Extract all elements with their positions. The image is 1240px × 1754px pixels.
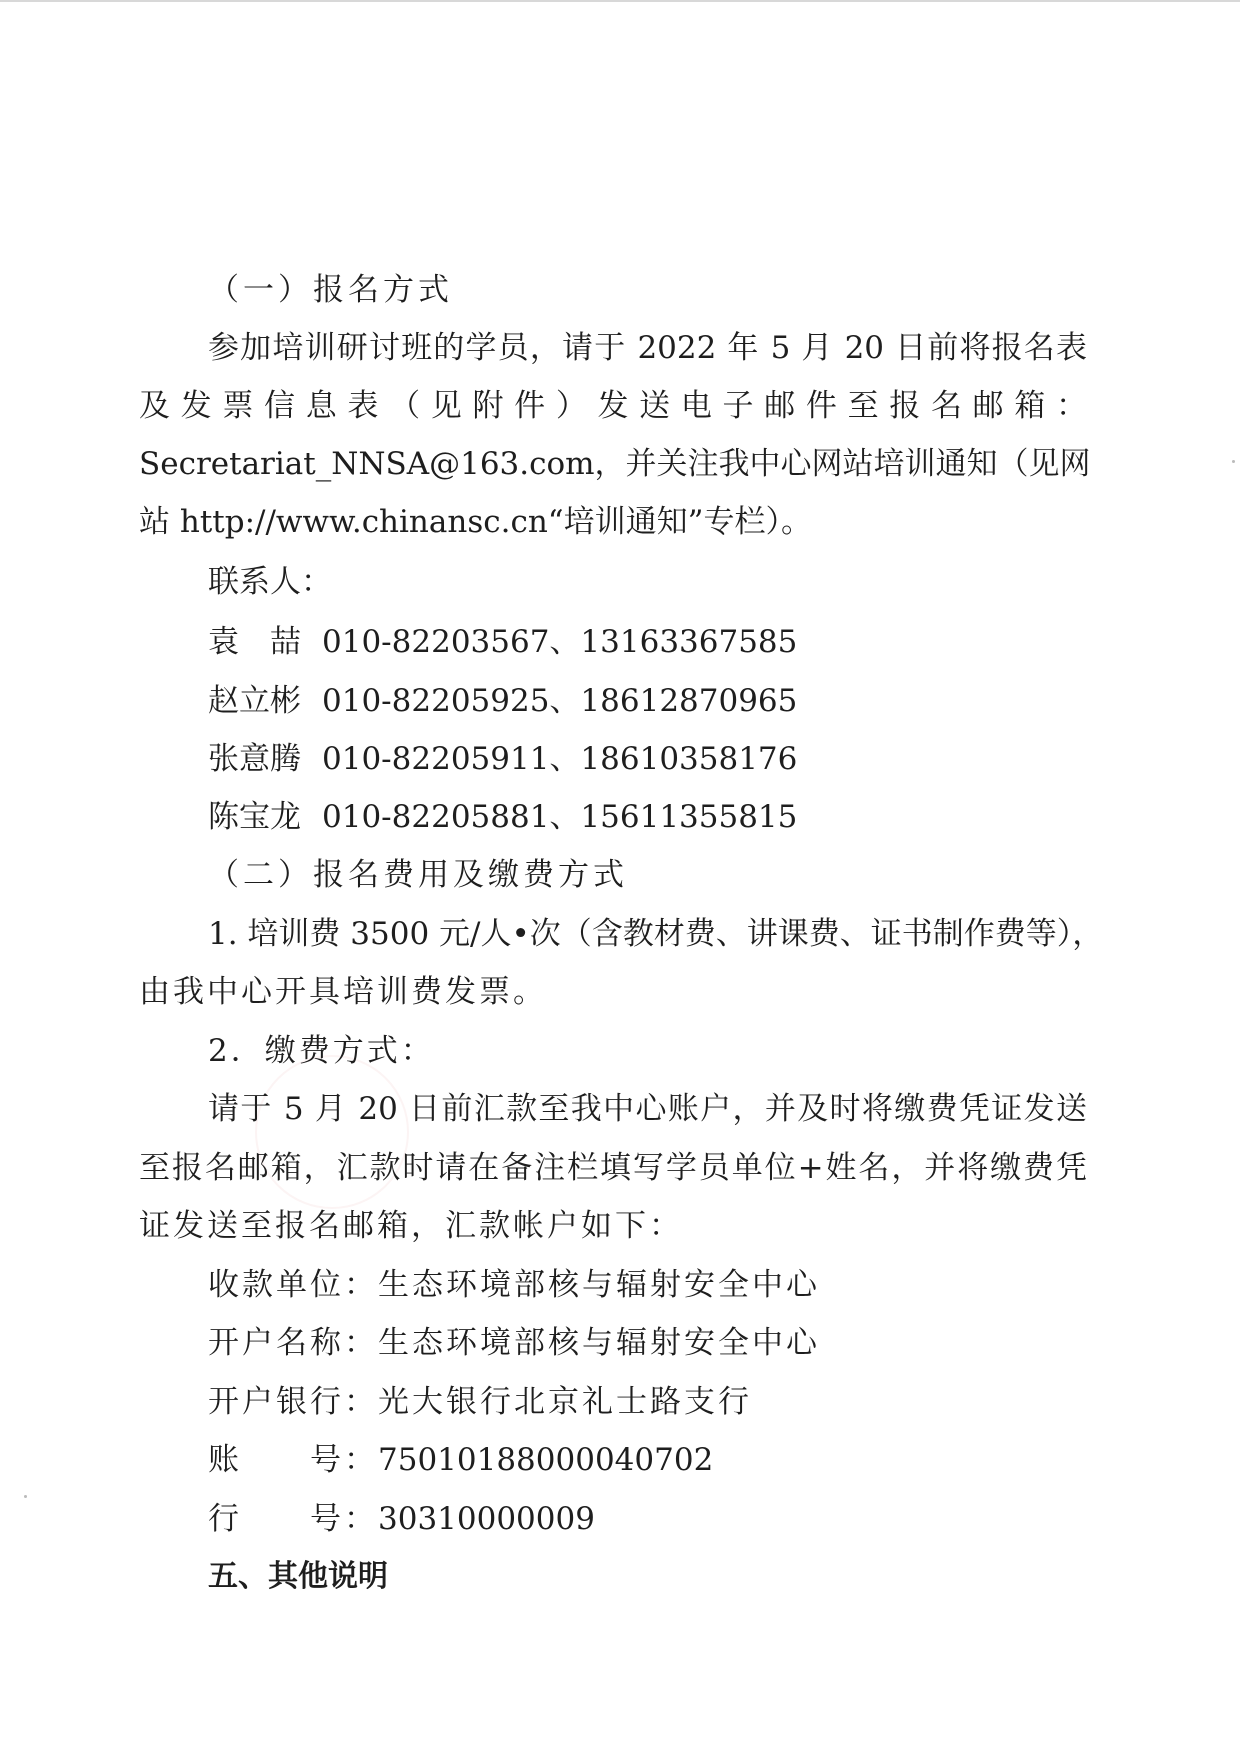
paragraph-line: 至报名邮箱，汇款时请在备注栏填写学员单位+姓名，并将缴费凭: [139, 1150, 1087, 1186]
contact-row: [208, 797, 797, 837]
account-label: 账 号：: [208, 1442, 378, 1478]
contact-row: [208, 622, 797, 662]
contact-name: 赵立彬: [208, 683, 301, 719]
paragraph-line: 1. 培训费 3500 元/人•次（含教材费、讲课费、证书制作费等），: [208, 916, 1104, 952]
paragraph-line: 参加培训研讨班的学员，请于 2022 年 5 月 20 日前将报名表: [208, 330, 1087, 366]
contact-phones: 010-82203567、13163367585: [322, 624, 798, 660]
contact-row: [208, 681, 797, 721]
paragraph-line: 请于 5 月 20 日前汇款至我中心账户，并及时将缴费凭证发送: [208, 1091, 1087, 1127]
contact-row: [208, 739, 797, 779]
section-heading-registration: （一）报名方式: [208, 272, 453, 308]
account-value: 生态环境部核与辐射安全中心: [378, 1267, 820, 1303]
paragraph-line: 站 http://www.chinansc.cn“培训通知”专栏）。: [139, 504, 812, 540]
account-label: 开户银行：: [208, 1384, 378, 1420]
account-value: 光大银行北京礼士路支行: [378, 1384, 752, 1420]
account-value: 生态环境部核与辐射安全中心: [378, 1325, 820, 1361]
paragraph-line: Secretariat_NNSA@163.com，并关注我中心网站培训通知（见网: [139, 446, 1091, 482]
account-row-payee: [208, 1265, 820, 1305]
account-row-bank: [208, 1382, 752, 1422]
contact-phones: 010-82205881、15611355815: [322, 799, 798, 835]
account-row-number: [208, 1440, 713, 1480]
contact-phones: 010-82205911、18610358176: [322, 741, 798, 777]
account-row-bank-number: [208, 1499, 595, 1539]
contact-name: 陈宝龙: [208, 799, 301, 835]
paragraph-line: 及发票信息表（见附件）发送电子邮件至报名邮箱：: [139, 388, 1087, 424]
account-label: 开户名称：: [208, 1325, 378, 1361]
contacts-label: 联系人：: [208, 564, 332, 600]
account-row-name: [208, 1323, 820, 1363]
paragraph-line: 由我中心开具培训费发票。: [139, 974, 547, 1010]
contact-phones: 010-82205925、18612870965: [322, 683, 798, 719]
payment-heading: 2．缴费方式：: [208, 1033, 435, 1069]
contact-name: 袁 喆: [208, 624, 301, 660]
account-value: 75010188000040702: [378, 1442, 714, 1478]
account-label: 行 号：: [208, 1501, 378, 1537]
section-heading-other: 五、其他说明: [208, 1559, 388, 1594]
account-label: 收款单位：: [208, 1267, 378, 1303]
contact-name: 张意腾: [208, 741, 301, 777]
account-value: 30310000009: [378, 1501, 595, 1537]
paragraph-line: 证发送至报名邮箱，汇款帐户如下：: [139, 1208, 683, 1244]
section-heading-fees: （二）报名费用及缴费方式: [208, 857, 628, 893]
